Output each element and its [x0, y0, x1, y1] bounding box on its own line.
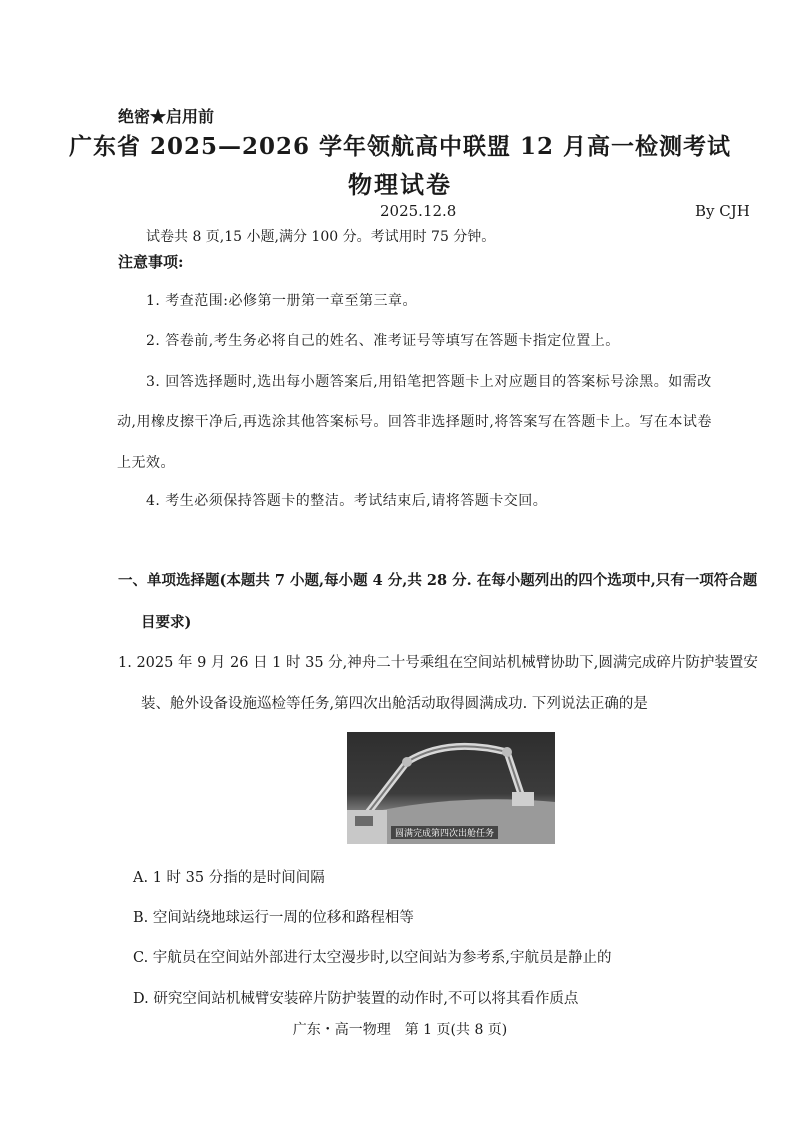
option-d: D. 研究空间站机械臂安装碎片防护装置的动作时,不可以将其看作质点	[133, 991, 579, 1007]
notice-item: 上无效。	[117, 455, 175, 471]
section-heading: 一、单项选择题(本题共 7 小题,每小题 4 分,共 28 分. 在每小题列出的四个选项中,只有一项符合题	[118, 572, 758, 589]
exam-date: 2025.12.8	[380, 202, 457, 220]
page-footer: 广东・高一物理 第 1 页(共 8 页)	[292, 1022, 508, 1038]
subject-title: 物理试卷	[348, 170, 452, 199]
exam-info: 试卷共 8 页,15 小题,满分 100 分。考试用时 75 分钟。	[146, 229, 496, 245]
photo-caption: 圆满完成第四次出舱任务	[391, 826, 498, 839]
space-station-photo	[347, 732, 555, 844]
option-a: A. 1 时 35 分指的是时间间隔	[133, 870, 325, 886]
notice-item: 4. 考生必须保持答题卡的整洁。考试结束后,请将答题卡交回。	[146, 493, 548, 509]
notice-heading: 注意事项:	[118, 253, 184, 271]
question-stem: 1. 2025 年 9 月 26 日 1 时 35 分,神舟二十号乘组在空间站机械臂协助下,圆满完成碎片防护装置安	[118, 655, 758, 671]
notice-item: 1. 考查范围:必修第一册第一章至第三章。	[146, 293, 418, 309]
notice-item: 2. 答卷前,考生务必将自己的姓名、准考证号等填写在答题卡指定位置上。	[146, 333, 620, 349]
author: By CJH	[695, 202, 750, 220]
exam-title: 广东省 2025—2026 学年领航高中联盟 12 月高一检测考试	[68, 133, 732, 160]
question-stem-cont: 装、舱外设备设施巡检等任务,第四次出舱活动取得圆满成功. 下列说法正确的是	[141, 696, 648, 712]
option-c: C. 宇航员在空间站外部进行太空漫步时,以空间站为参考系,宇航员是静止的	[133, 950, 612, 966]
notice-item: 3. 回答选择题时,选出每小题答案后,用铅笔把答题卡上对应题目的答案标号涂黑。如需改	[146, 374, 712, 390]
notice-item: 动,用橡皮擦干净后,再选涂其他答案标号。回答非选择题时,将答案写在答题卡上。写在本试卷	[117, 414, 712, 430]
option-b: B. 空间站绕地球运行一周的位移和路程相等	[133, 910, 414, 926]
secret-mark: 绝密★启用前	[118, 107, 215, 126]
section-heading-cont: 目要求)	[141, 614, 192, 631]
